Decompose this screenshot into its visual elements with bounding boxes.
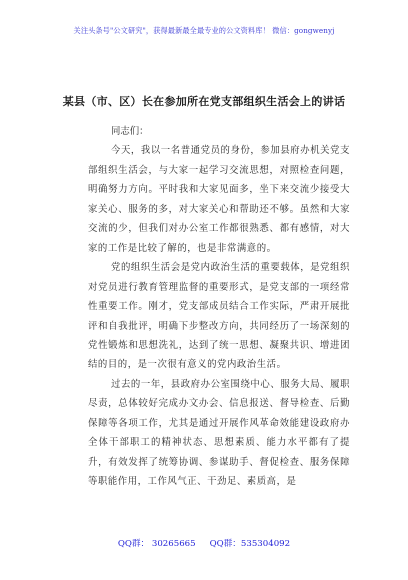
footer-qq-group-1: QQ群： 30265665	[117, 539, 196, 549]
document-title: 某县（市、区）长在参加所在党支部组织生活会上的讲话	[62, 95, 346, 108]
footer-qq-group-2: QQ群：535304092	[209, 539, 291, 549]
document-body	[88, 122, 350, 492]
footer-contact	[0, 537, 408, 549]
body-paragraph: 党的组织生活会是党内政治生活的重要载体，是党组织对党员进行教育管理监督的重要形式，是党支部的一项经常性重要工作。刚才，党支部成员结合工作实际，严肃开展批评和自我批评，明确下步整改方向，共同经历了一场深刻的党性锻炼和思想洗礼，达到了统一思想、凝聚共识、增进团结的目的，是一次很有意义的党内政治生活。	[88, 262, 350, 371]
header-banner: 关注头条号"公文研究"，获得最新最全最专业的公文资料库！ 微信：gongwenyj	[73, 26, 335, 35]
body-paragraph: 过去的一年，县政府办公室围绕中心、服务大局、履职尽责，总体较好完成办文办会、信息报送、督导检查、后勤保障等各项工作，尤其是通过开展作风革命效能建设政府办全体干部职工的精神状态、思想素质、能力水平都有了提升，有效发挥了统筹协调、参谋助手、督促检查、服务保障等职能作用，工作风气正、干劲足、素质高，是	[88, 378, 350, 488]
body-paragraph: 今天，我以一名普通党员的身份，参加县府办机关党支部组织生活会，与大家一起学习交流思想，对照检查问题，明确努力方向。平时我和大家见面多，坐下来交流少接受大家关心、服务的多，对大家关心和帮助还不够。虽然和大家交流的少，但我们对办公室工作都很熟悉、都有感情，对大家的工作是比较了解的，也是非常满意的。	[88, 145, 350, 254]
salutation: 同志们：	[111, 126, 149, 137]
